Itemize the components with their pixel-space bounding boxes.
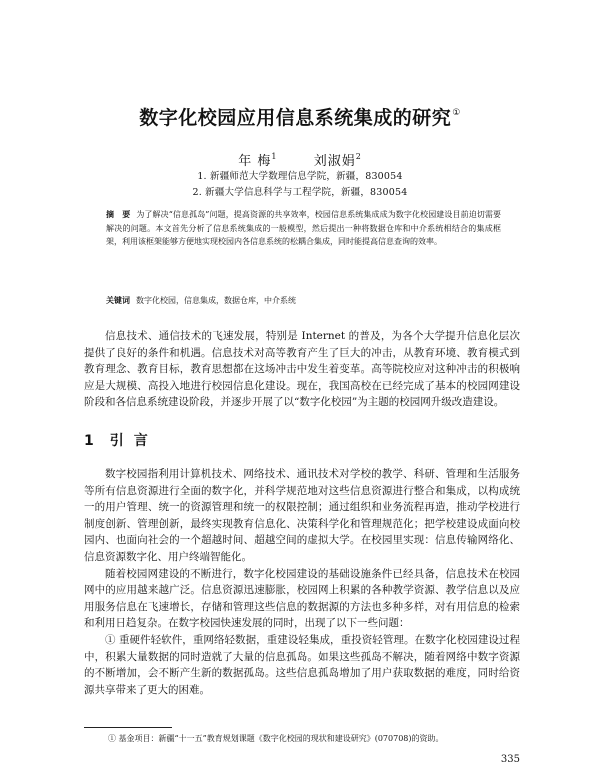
author-2-affiliation-mark: 2 (355, 152, 362, 161)
footnote (108, 733, 444, 744)
abstract (106, 208, 501, 249)
affiliation-1: 1. 新疆师范大学数理信息学院，新疆，830054 (197, 171, 403, 182)
section-1-paragraph-2: 随着校园网建设的不断进行，数字化校园建设的基础设施条件已经具备，信息技术在校园网中的应用越来越广泛。信息资源迅速膨胀，校园网上积累的各种教学资源、教学信息以及应用服务信息在飞速增长，存储和管理这些信息的数据源的方法也多种多样，对有用信息的检索和利用日趋复杂。在数字校园快速发展的同时，出现了以下一些问题： (84, 567, 520, 630)
title-text: 数字化校园应用信息系统集成的研究 (139, 107, 452, 129)
abstract-label: 摘 要 (106, 210, 131, 219)
section-1-paragraph-3: ① 重硬件轻软件，重网络轻数据，重建设轻集成，重投资轻管理。在数字化校园建设过程中，积累大量数据的同时造就了大量的信息孤岛。如果这些孤岛不解决，随着网络中数字资源的不断增加，会不断产生新的数据孤岛。这些信息孤岛增加了用户获取数据的难度，同时给资源共享带来了更大的困难。 (84, 633, 520, 696)
section-1-paragraph-1: 数字校园指利用计算机技术、网络技术、通讯技术对学校的教学、科研、管理和生活服务等所有信息资源进行全面的数字化，并科学规范地对这些信息资源进行整合和集成，以构成统一的用户管理、统一的资源管理和统一的权限控制；通过组织和业务流程再造，推动学校进行制度创新、管理创新，最终实现教育信息化、决策科学化和管理规范化；把学校建设成面向校园内、也面向社会的一个超越时间、超越空间的虚拟大学。在校园里实现：信息传输网络化、信息资源数字化、用户终端智能化。 (84, 468, 520, 563)
keywords-text: 数字化校园，信息集成，数据仓库，中介系统 (136, 296, 296, 305)
section-heading-1 (84, 430, 158, 450)
page-number: 335 (500, 754, 520, 765)
intro-body (84, 328, 520, 411)
author-line (0, 150, 600, 169)
paper-title (0, 103, 600, 130)
author-1-affiliation-mark: 1 (271, 152, 278, 161)
author-1: 年 梅 (238, 154, 272, 169)
footnote-mark: ① (108, 734, 116, 743)
keywords (106, 294, 501, 307)
section-title: 引言 (109, 433, 158, 449)
abstract-text: 为了解决“信息孤岛”问题，提高资源的共享效率，校园信息系统集成成为数字化校园建设目前迫切需要解决的问题。本文首先分析了信息系统集成的一般模型，然后提出一种将数据仓库和中介系统相结合的集成框架，利用该框架能够方便地实现校园内各信息系统的松耦合集成，同时能提高信息查询的效率。 (106, 210, 501, 247)
author-2: 刘淑娟 (313, 154, 356, 169)
section-number: 1 (84, 433, 94, 449)
title-footnote-mark: ① (452, 108, 461, 118)
affiliation-2: 2. 新疆大学信息科学与工程学院，新疆，830054 (192, 187, 408, 198)
section-1-body (84, 466, 520, 698)
footnote-rule (84, 727, 172, 728)
intro-paragraph: 信息技术、通信技术的飞速发展，特别是 Internet 的普及，为各个大学提升信息化层次提供了良好的条件和机遇。信息技术对高等教育产生了巨大的冲击，从教育环境、教育模式到教育理念、教育目标，教育思想都在这场冲击中发生着变革。高等院校应对这种冲击的积极响应是大规模、高投入地进行校园信息化建设。现在，我国高校在已经完成了基本的校园网建设阶段和各信息系统建设阶段，并逐步开展了以“数字化校园”为主题的校园网升级改造建设。 (84, 330, 520, 409)
footnote-text: 基金项目：新疆“十一五”教育规划课题《数字化校园的现状和建设研究》(070708)的资助。 (118, 734, 444, 743)
keywords-label: 关键词 (106, 296, 130, 305)
